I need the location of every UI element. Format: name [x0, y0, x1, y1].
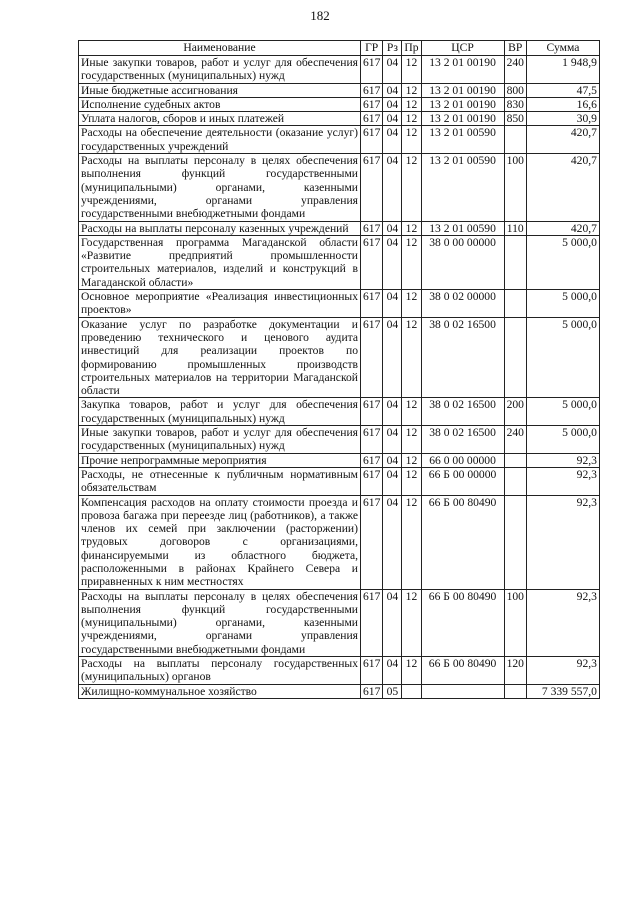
row-rz: 04 [383, 657, 402, 685]
row-vr: 800 [504, 83, 526, 97]
row-pr: 12 [402, 221, 421, 235]
row-sum: 92,3 [526, 495, 599, 589]
row-vr [504, 684, 526, 698]
row-vr [504, 495, 526, 589]
row-vr: 830 [504, 97, 526, 111]
row-pr [402, 684, 421, 698]
row-gr: 617 [361, 97, 383, 111]
row-name: Расходы на выплаты персоналу государственных (муниципальных) органов [79, 657, 361, 685]
header-csr: ЦСР [421, 41, 504, 56]
row-gr: 617 [361, 426, 383, 454]
table-row [79, 398, 600, 426]
row-csr: 38 0 02 16500 [421, 398, 504, 426]
row-sum: 30,9 [526, 112, 599, 126]
row-pr: 12 [402, 398, 421, 426]
row-sum: 92,3 [526, 467, 599, 495]
row-csr: 13 2 01 00190 [421, 56, 504, 84]
row-csr: 38 0 02 00000 [421, 290, 504, 318]
row-name: Расходы на обеспечение деятельности (оказание услуг) государственных учреждений [79, 126, 361, 154]
row-gr: 617 [361, 235, 383, 289]
row-sum: 7 339 557,0 [526, 684, 599, 698]
row-name: Прочие непрограммные мероприятия [79, 453, 361, 467]
row-pr: 12 [402, 495, 421, 589]
table-row [79, 56, 600, 84]
row-sum: 5 000,0 [526, 317, 599, 398]
row-csr: 13 2 01 00590 [421, 221, 504, 235]
row-name: Расходы, не отнесенные к публичным нормативным обязательствам [79, 467, 361, 495]
header-gr: ГР [361, 41, 383, 56]
row-pr: 12 [402, 453, 421, 467]
row-name: Расходы на выплаты персоналу в целях обеспечения выполнения функций государственными (муниципальными) органами, казенными учреждениями, органами управления государственными внебюджетными фондами [79, 154, 361, 221]
row-csr: 66 Б 00 80490 [421, 495, 504, 589]
header-sum: Сумма [526, 41, 599, 56]
row-vr [504, 126, 526, 154]
row-gr: 617 [361, 126, 383, 154]
table-row [79, 467, 600, 495]
row-pr: 12 [402, 112, 421, 126]
row-csr: 66 0 00 00000 [421, 453, 504, 467]
row-sum: 47,5 [526, 83, 599, 97]
row-pr: 12 [402, 56, 421, 84]
row-sum: 5 000,0 [526, 426, 599, 454]
row-sum: 5 000,0 [526, 290, 599, 318]
table-header-row [79, 41, 600, 56]
table-row [79, 657, 600, 685]
row-csr: 66 Б 00 80490 [421, 589, 504, 656]
row-name: Исполнение судебных актов [79, 97, 361, 111]
header-vr: ВР [504, 41, 526, 56]
row-rz: 04 [383, 453, 402, 467]
row-sum: 420,7 [526, 154, 599, 221]
table-row [79, 290, 600, 318]
row-csr: 13 2 01 00590 [421, 154, 504, 221]
row-rz: 04 [383, 589, 402, 656]
row-vr [504, 467, 526, 495]
row-pr: 12 [402, 97, 421, 111]
row-name: Жилищно-коммунальное хозяйство [79, 684, 361, 698]
table-row [79, 426, 600, 454]
row-vr [504, 290, 526, 318]
row-rz: 04 [383, 56, 402, 84]
row-csr: 66 Б 00 00000 [421, 467, 504, 495]
row-gr: 617 [361, 398, 383, 426]
row-csr: 38 0 02 16500 [421, 426, 504, 454]
row-rz: 05 [383, 684, 402, 698]
row-name: Уплата налогов, сборов и иных платежей [79, 112, 361, 126]
row-gr: 617 [361, 453, 383, 467]
row-name: Иные закупки товаров, работ и услуг для обеспечения государственных (муниципальных) нужд [79, 426, 361, 454]
row-name: Иные бюджетные ассигнования [79, 83, 361, 97]
row-sum: 92,3 [526, 453, 599, 467]
table-row [79, 154, 600, 221]
row-csr: 13 2 01 00190 [421, 112, 504, 126]
row-gr: 617 [361, 83, 383, 97]
row-rz: 04 [383, 317, 402, 398]
header-rz: Рз [383, 41, 402, 56]
row-gr: 617 [361, 589, 383, 656]
row-vr: 100 [504, 154, 526, 221]
row-pr: 12 [402, 657, 421, 685]
row-vr: 110 [504, 221, 526, 235]
row-gr: 617 [361, 56, 383, 84]
row-rz: 04 [383, 235, 402, 289]
row-name: Расходы на выплаты персоналу казенных учреждений [79, 221, 361, 235]
row-rz: 04 [383, 495, 402, 589]
row-name: Компенсация расходов на оплату стоимости проезда и провоза багажа при переезде лиц (работников), а также членов их семей при заключении (расторжении) трудовых договоров с организациями, финансируемыми из областного бюджета, расположенными в районах Крайнего Севера и приравненных к ним местностях [79, 495, 361, 589]
row-sum: 420,7 [526, 126, 599, 154]
row-sum: 5 000,0 [526, 398, 599, 426]
header-name: Наименование [79, 41, 361, 56]
row-vr: 240 [504, 56, 526, 84]
row-name: Государственная программа Магаданской области «Развитие предприятий промышленности строительных материалов, изделий и конструкций в Магаданской области» [79, 235, 361, 289]
row-csr: 13 2 01 00190 [421, 83, 504, 97]
row-rz: 04 [383, 97, 402, 111]
row-vr: 200 [504, 398, 526, 426]
row-sum: 16,6 [526, 97, 599, 111]
row-pr: 12 [402, 290, 421, 318]
table-row [79, 235, 600, 289]
row-name: Иные закупки товаров, работ и услуг для обеспечения государственных (муниципальных) нужд [79, 56, 361, 84]
budget-table [78, 40, 600, 699]
row-gr: 617 [361, 657, 383, 685]
row-name: Закупка товаров, работ и услуг для обеспечения государственных (муниципальных) нужд [79, 398, 361, 426]
table-row [79, 317, 600, 398]
table-row [79, 126, 600, 154]
row-csr [421, 684, 504, 698]
row-rz: 04 [383, 290, 402, 318]
row-gr: 617 [361, 317, 383, 398]
row-pr: 12 [402, 154, 421, 221]
table-body [79, 56, 600, 699]
table-row [79, 221, 600, 235]
table-row [79, 589, 600, 656]
row-sum: 5 000,0 [526, 235, 599, 289]
row-pr: 12 [402, 467, 421, 495]
row-pr: 12 [402, 589, 421, 656]
row-sum: 1 948,9 [526, 56, 599, 84]
table-row [79, 684, 600, 698]
row-name: Оказание услуг по разработке документации и проведению технического и ценового аудита инвестиций для реализации проектов по формированию промышленных производств строительных материалов на территории Магаданской области [79, 317, 361, 398]
table-row [79, 97, 600, 111]
row-name: Расходы на выплаты персоналу в целях обеспечения выполнения функций государственными (муниципальными) органами, казенными учреждениями, органами управления государственными внебюджетными фондами [79, 589, 361, 656]
row-gr: 617 [361, 684, 383, 698]
row-vr: 120 [504, 657, 526, 685]
row-gr: 617 [361, 112, 383, 126]
row-rz: 04 [383, 154, 402, 221]
row-vr [504, 235, 526, 289]
table-row [79, 495, 600, 589]
row-vr: 850 [504, 112, 526, 126]
row-rz: 04 [383, 83, 402, 97]
row-rz: 04 [383, 426, 402, 454]
row-csr: 38 0 00 00000 [421, 235, 504, 289]
row-rz: 04 [383, 221, 402, 235]
table-row [79, 112, 600, 126]
row-pr: 12 [402, 235, 421, 289]
header-pr: Пр [402, 41, 421, 56]
row-pr: 12 [402, 426, 421, 454]
row-sum: 92,3 [526, 657, 599, 685]
row-gr: 617 [361, 154, 383, 221]
table-row [79, 83, 600, 97]
row-csr: 13 2 01 00190 [421, 97, 504, 111]
row-sum: 92,3 [526, 589, 599, 656]
row-csr: 13 2 01 00590 [421, 126, 504, 154]
table-row [79, 453, 600, 467]
row-sum: 420,7 [526, 221, 599, 235]
row-name: Основное мероприятие «Реализация инвестиционных проектов» [79, 290, 361, 318]
row-pr: 12 [402, 126, 421, 154]
row-rz: 04 [383, 126, 402, 154]
row-gr: 617 [361, 467, 383, 495]
row-gr: 617 [361, 495, 383, 589]
row-rz: 04 [383, 467, 402, 495]
page-number: 182 [310, 8, 330, 23]
row-vr [504, 317, 526, 398]
row-pr: 12 [402, 317, 421, 398]
row-csr: 38 0 02 16500 [421, 317, 504, 398]
row-rz: 04 [383, 398, 402, 426]
row-rz: 04 [383, 112, 402, 126]
row-gr: 617 [361, 290, 383, 318]
row-vr: 100 [504, 589, 526, 656]
row-pr: 12 [402, 83, 421, 97]
row-gr: 617 [361, 221, 383, 235]
row-vr [504, 453, 526, 467]
row-vr: 240 [504, 426, 526, 454]
row-csr: 66 Б 00 80490 [421, 657, 504, 685]
